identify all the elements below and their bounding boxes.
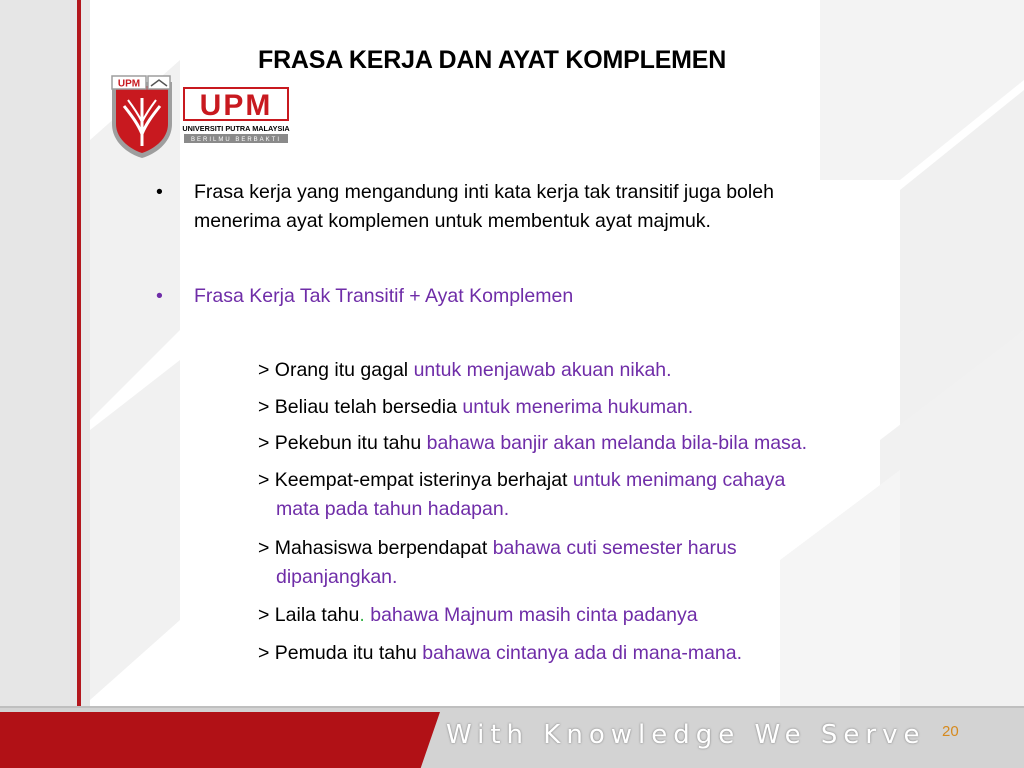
bullet-line: Frasa kerja yang mengandung inti kata kerja tak transitif juga boleh [194,181,774,203]
example-sentence [258,466,785,524]
upm-logo [108,72,290,158]
footer-motto: With Knowledge We Serve [446,720,926,750]
example-complement: bahawa banjir akan melanda bila-bila masa. [426,432,808,454]
example-main: > Pekebun itu tahu [258,432,427,454]
example-continuation: dipanjangkan. [276,566,398,588]
bullet-marker: • [156,181,163,203]
page-number: 20 [942,723,959,740]
example-main: > Mahasiswa berpendapat [258,537,493,559]
example-sentence [258,429,807,458]
bullet-text: Frasa Kerja Tak Transitif + Ayat Komplemen [194,285,574,307]
left-sidebar-band [0,0,80,706]
example-sentence [258,356,672,385]
left-red-rule [77,0,81,706]
example-main: > Beliau telah bersedia [258,396,463,418]
example-dot: . [359,604,365,626]
example-main: > Laila tahu [258,604,360,626]
footer-red-block [0,712,420,768]
example-main: > Orang itu gagal [258,359,414,381]
example-sentence [258,393,693,422]
slide-title: FRASA KERJA DAN AYAT KOMPLEMEN [258,46,727,74]
bullet-line: menerima ayat komplemen untuk membentuk ayat majmuk. [194,210,711,232]
example-sentence [258,601,698,630]
example-complement: untuk menerima hukuman. [462,396,694,418]
example-sentence [258,639,742,668]
example-continuation: mata pada tahun hadapan. [276,498,510,520]
example-complement: untuk menjawab akuan nikah. [413,359,672,381]
logo-tagline: BERILMU BERBAKTI [190,137,282,143]
example-complement: bahawa cintanya ada di mana-mana. [422,642,743,664]
example-sentence [258,534,737,592]
logo-badge-text: UPM [117,78,141,90]
logo-wordmark: UPM [199,89,273,122]
example-complement: untuk menimang cahaya [572,469,786,491]
example-main: > Pemuda itu tahu [258,642,423,664]
example-complement: bahawa cuti semester harus [492,537,737,559]
example-complement: bahawa Majnum masih cinta padanya [364,604,698,626]
bullet-marker: • [156,285,163,307]
example-main: > Keempat-empat isterinya berhajat [258,469,573,491]
logo-university-name: UNIVERSITI PUTRA MALAYSIA [182,124,290,133]
bullet-text [194,178,774,236]
